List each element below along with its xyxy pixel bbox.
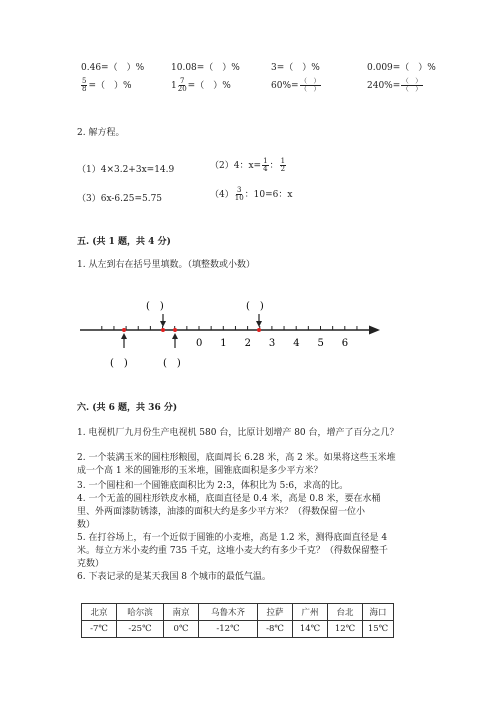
answer-blank: ( ): [163, 358, 181, 369]
temperature-table: [81, 603, 394, 638]
blank-fraction: （ ） （ ）: [300, 77, 321, 93]
equation-4: （4） $\frac{3}{10}$ ：10=6：x: [210, 186, 293, 202]
tick-label: 0: [196, 338, 203, 349]
number-line: [0, 290, 500, 380]
point-marker: [257, 328, 261, 332]
temperature-cell: -12℃: [199, 621, 258, 638]
city-cell: 北京: [82, 604, 117, 621]
fill-blank-1: 0.46=（ ）%: [81, 63, 145, 73]
tick-label: 2: [244, 338, 251, 349]
question-title: 2. 解方程。: [77, 128, 125, 138]
fill-blank-5: $\frac{5}{8}$ =（ ）%: [82, 77, 132, 93]
fill-blank-3: 3=（ ）%: [271, 63, 320, 73]
point-marker: [161, 328, 165, 332]
problem-line: 数）: [77, 520, 96, 530]
answer-blank: ( ): [246, 301, 264, 312]
fill-blank-4: 0.009=（ ）%: [367, 63, 436, 73]
section-heading-5: 五. (共 1 题，共 4 分): [77, 237, 171, 247]
city-cell: 广州: [293, 604, 328, 621]
temperature-cell: -8℃: [258, 621, 293, 638]
tick-label: 5: [317, 338, 324, 349]
equation-3: （3）6x-6.25=5.75: [77, 194, 163, 204]
section-heading-6: 六. (共 6 题，共 36 分): [77, 403, 178, 413]
point-marker: [173, 328, 177, 332]
problem-line: 5. 在打谷场上，有一个近似于圆锥的小麦堆，高是 1.2 米，测得底面直径是 4: [77, 533, 388, 543]
fill-blank-6: 1 $\frac{7}{20}$ =（ ）%: [171, 77, 231, 93]
problem-line: 克数）: [77, 559, 105, 569]
equation-1: （1）4×3.2+3x=14.9: [77, 165, 175, 175]
problem-line: 成一个高 1 米的圆锥形的玉米堆，圆锥底面积是多少平方米？: [77, 466, 323, 476]
problem-line: 3. 一个圆柱和一个圆锥底面积比为 2:3，体积比为 5:6，求高的比。: [77, 481, 349, 491]
city-cell: 台北: [328, 604, 363, 621]
question-text: 1. 从左到右在括号里填数。（填整数或小数）: [77, 260, 255, 270]
fill-blank-2: 10.08=（ ）%: [171, 63, 240, 73]
city-cell: 乌鲁木齐: [199, 604, 258, 621]
tick-label: 1: [220, 338, 227, 349]
problem-line: 里、外两面漆防锈漆，油漆的面积大约是多少平方米？（得数保留一位小: [77, 507, 366, 517]
temperature-cell: 15℃: [363, 621, 394, 638]
problem-line: 2. 一个装满玉米的圆柱形粮囤，底面周长 6.28 米，高 2 米。如果将这些玉米堆: [77, 453, 396, 463]
fraction: $\frac{5}{8}$: [82, 77, 87, 93]
fraction: $\frac{7}{20}$: [177, 77, 187, 93]
problem-line: 4. 一个无盖的圆柱形铁皮水桶，底面直径是 0.4 米，高是 0.8 米，要在水桶: [77, 494, 381, 504]
tick-label: 6: [341, 338, 349, 349]
city-cell: 海口: [363, 604, 394, 621]
temperature-cell: 12℃: [328, 621, 363, 638]
blank-fraction: （ ） （ ）: [402, 77, 422, 93]
point-marker: [122, 328, 126, 332]
problem-line: 米。每立方米小麦约重 735 千克，这堆小麦大约有多少千克？（得数保留整千: [77, 546, 388, 556]
temperature-cell: -25℃: [117, 621, 164, 638]
city-cell: 南京: [164, 604, 199, 621]
temperature-cell: -7℃: [82, 621, 117, 638]
city-cell: 哈尔滨: [117, 604, 164, 621]
temperature-cell: 14℃: [293, 621, 328, 638]
temperature-cell: 0℃: [164, 621, 199, 638]
tick-label: 3: [268, 338, 276, 349]
problem-line: 6. 下表记录的是某天我国 8 个城市的最低气温。: [77, 572, 271, 582]
problem-line: 1. 电视机厂九月份生产电视机 580 台，比原计划增产 80 台，增产了百分之几？: [77, 428, 399, 438]
answer-blank: ( ): [146, 301, 164, 312]
equation-2: （2）4：x= $\frac{1}{4}$ ： $\frac{1}{2}$: [210, 157, 286, 173]
fill-blank-7: 60%= （ ） （ ）: [271, 77, 321, 93]
tick-label: 4: [293, 338, 300, 349]
answer-blank: ( ): [110, 358, 128, 369]
city-cell: 拉萨: [258, 604, 293, 621]
fill-blank-8: 240%= （ ） （ ）: [367, 77, 422, 93]
